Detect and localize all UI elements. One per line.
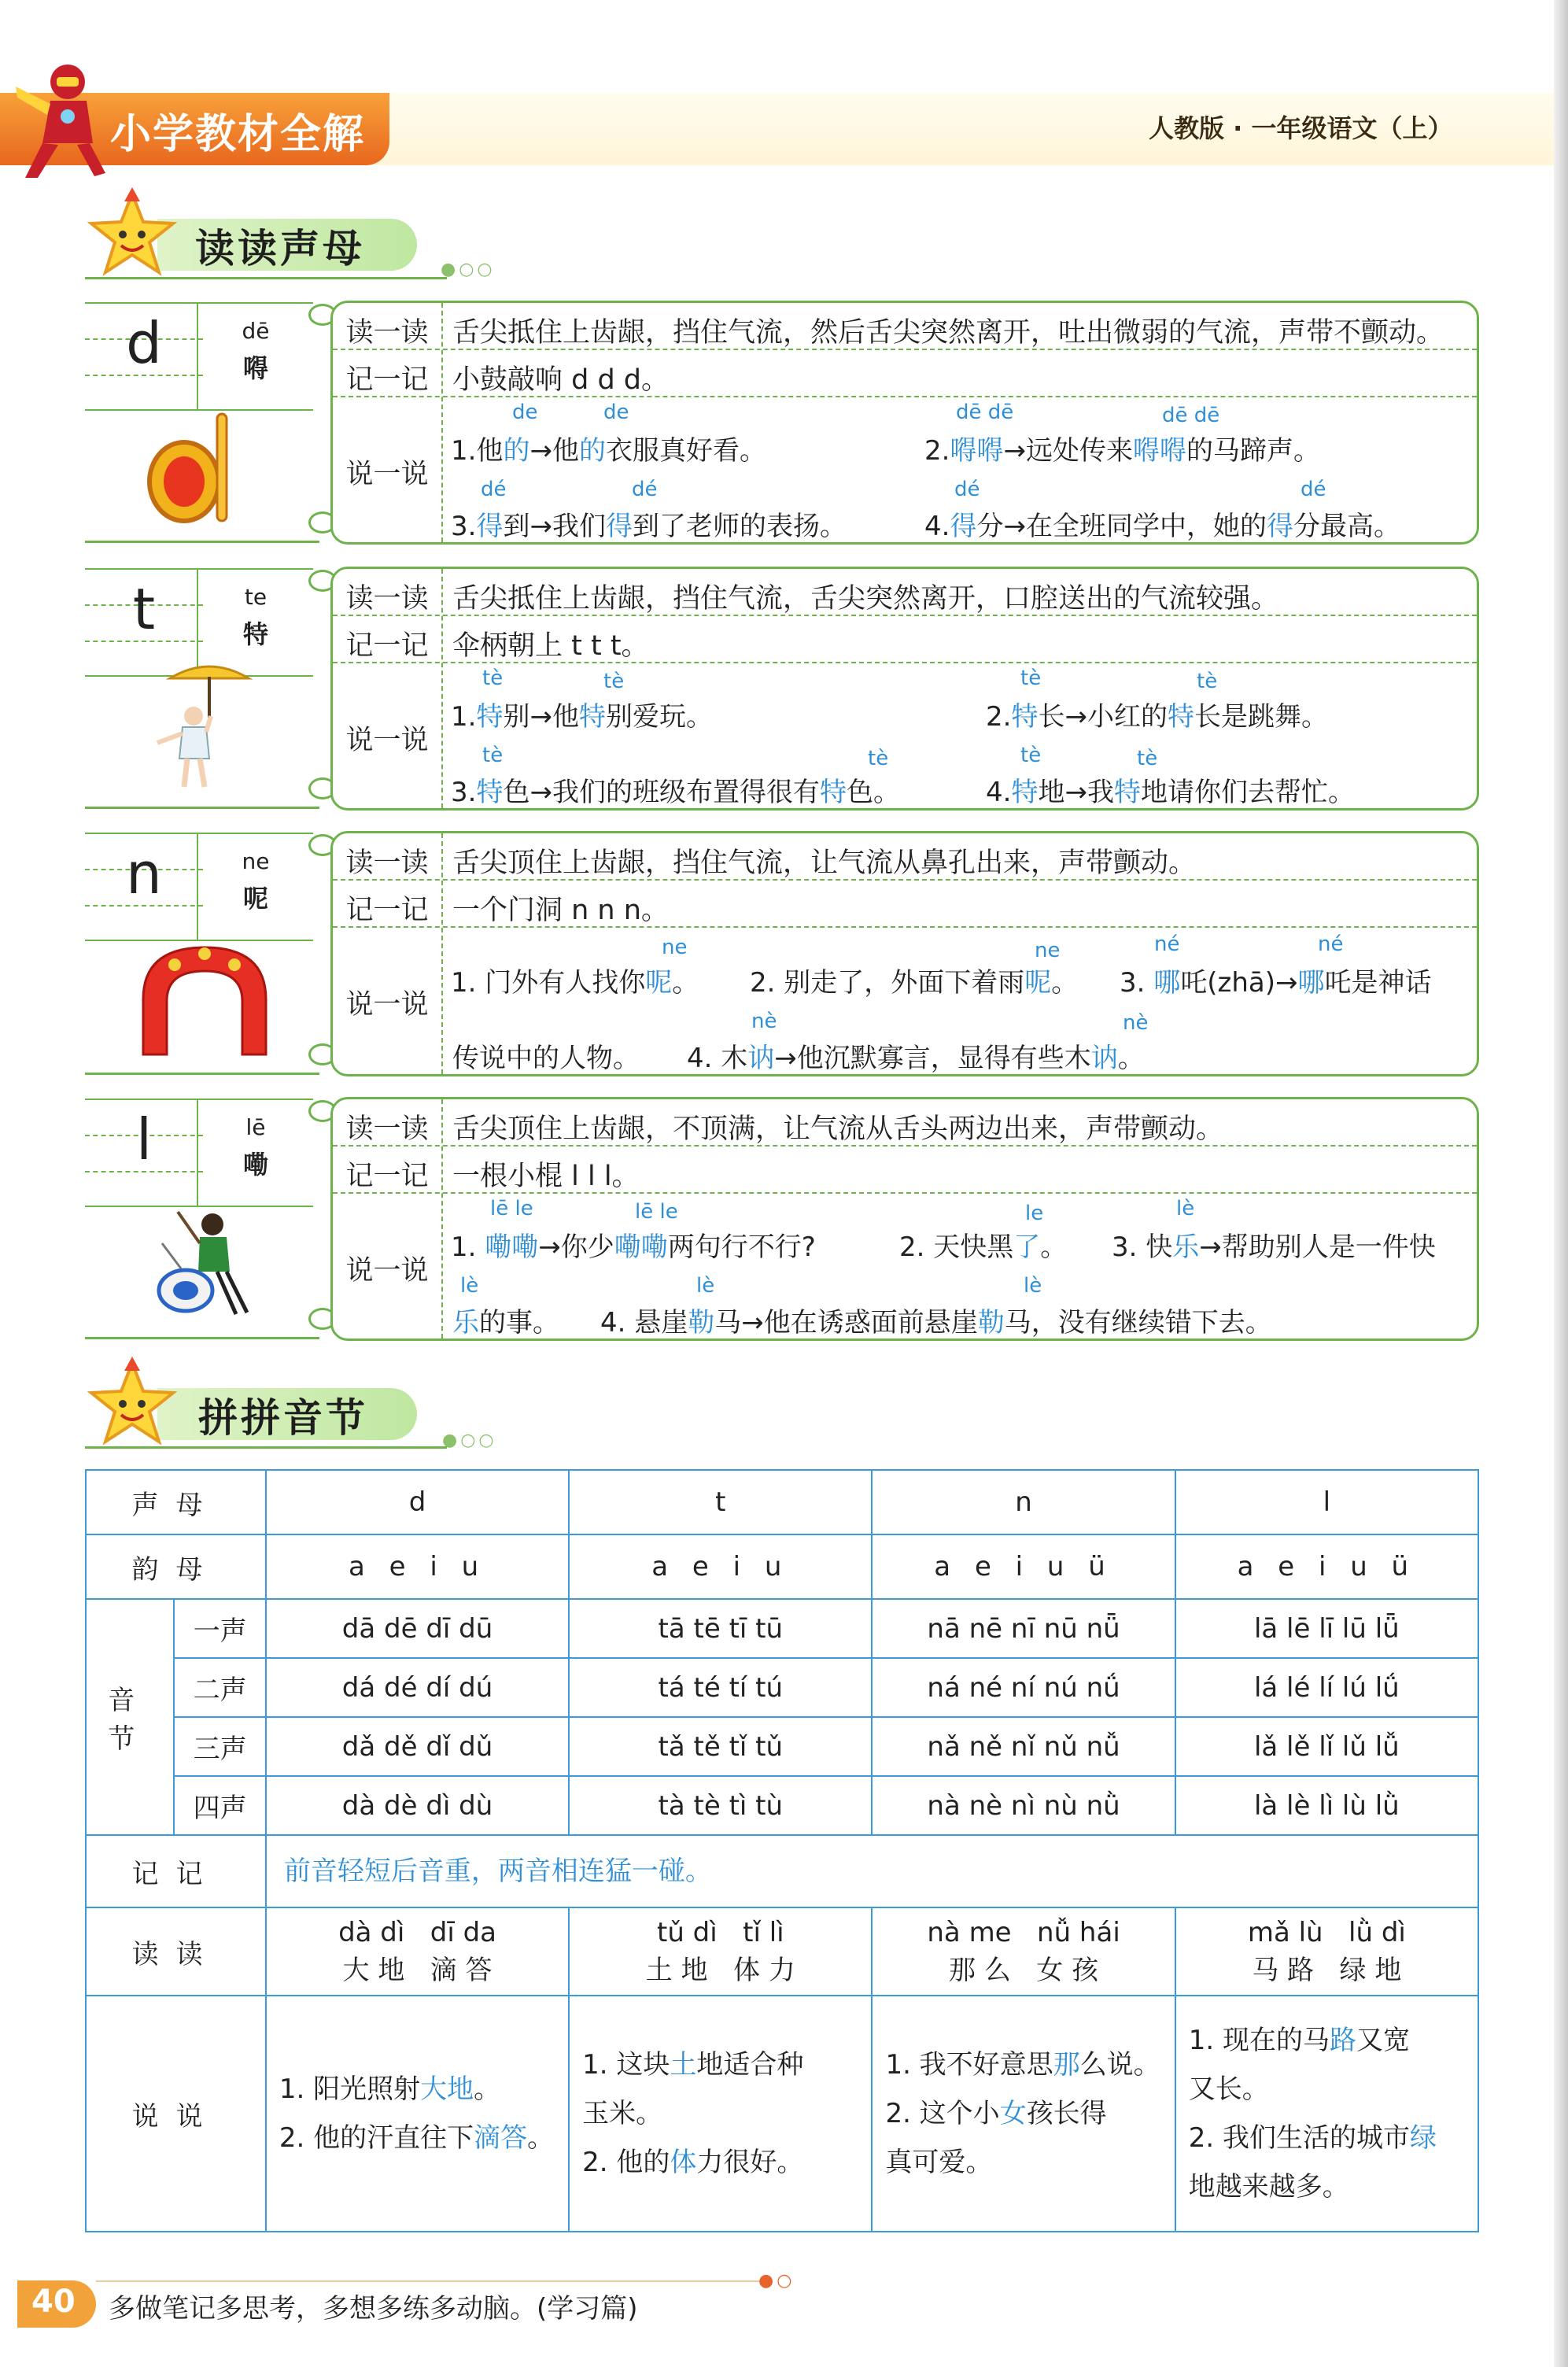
say-cell: 1. 这块土地适合种 玉米。 2. 他的体力很好。 (569, 1996, 872, 2232)
tone-label: 一声 (174, 1599, 266, 1658)
initial-letter-l: l (135, 1106, 152, 1172)
header-say: 说说 (86, 1996, 266, 2232)
read-text: 舌尖抵住上齿龈，挡住气流，舌尖突然离开，口腔送出的气流较强。 (452, 583, 1279, 615)
pinyin-annotation: ne (1035, 939, 1061, 962)
initial-card-n (330, 831, 1479, 1076)
header-syllable: 音节 (86, 1599, 174, 1835)
table-row (86, 1907, 1478, 1996)
read-text: 舌尖顶住上齿龈，不顶满，让气流从舌头两边出来，声带颤动。 (452, 1113, 1224, 1145)
example-sentence: 2. 天快黑了。 (899, 1232, 1068, 1263)
star-mascot-icon (85, 1357, 179, 1451)
header-final: 韵母 (86, 1534, 266, 1599)
say-cell: 1. 现在的马路又宽 又长。 2. 我们生活的城市绿 地越来越多。 (1175, 1996, 1478, 2232)
pinyin-annotation: de (512, 401, 538, 424)
drum-d-icon (142, 409, 252, 527)
table-cell: tà tè tì tù (569, 1776, 872, 1835)
example-sentence: 乐的事。 (452, 1307, 559, 1339)
say-cell: 1. 阳光照射大地。 2. 他的汗直往下滴答。 (266, 1996, 569, 2232)
pinyin-annotation: de (603, 401, 629, 424)
section-title-initials: 读读声母 (195, 226, 365, 271)
pinyin-annotation: tè (603, 670, 625, 693)
four-line-grid-d (85, 302, 203, 411)
pinyin-annotation: tè (1137, 747, 1158, 770)
memo-text: 小鼓敲响 d d d。 (452, 364, 670, 396)
table-cell: ná né ní nú nǘ (872, 1658, 1175, 1717)
pinyin-annotation: tè (1197, 670, 1218, 693)
table-cell: dá dé dí dú (266, 1658, 569, 1717)
initial-letter-t: t (132, 576, 156, 642)
initial-hanzi: 嘚 (242, 353, 268, 383)
table-cell: nà nè nì nù nǜ (872, 1776, 1175, 1835)
example-sentence: 1.特别→他特别爱玩。 (451, 701, 713, 733)
pinyin-annotation: tè (1020, 667, 1042, 690)
pinyin-annotation: tè (868, 747, 889, 770)
initial-pinyin-cell (197, 1099, 313, 1207)
decor-dots: ●○○ (442, 1431, 497, 1450)
table-row (86, 1776, 1478, 1835)
example-sentence: 4. 木讷→他沉默寡言，显得有些木讷。 (687, 1043, 1145, 1074)
read-cell: tǔ dì tǐ lì 土 地 体 力 (569, 1907, 872, 1996)
label-memo: 记一记 (345, 1161, 429, 1192)
table-cell: dǎ dě dǐ dǔ (266, 1717, 569, 1776)
table-cell: tā tē tī tū (569, 1599, 872, 1658)
page-number: 40 (31, 2284, 76, 2320)
example-sentence: 3. 快乐→帮助别人是一件快 (1112, 1232, 1436, 1263)
memo-text: 伞柄朝上 t t t。 (452, 630, 649, 662)
section-title-syllables: 拼拼音节 (198, 1395, 368, 1441)
header-memo: 记记 (86, 1835, 266, 1907)
superhero-mascot-icon (11, 55, 112, 181)
pinyin-annotation: lè (460, 1274, 479, 1298)
pinyin-annotation: ne (662, 936, 688, 959)
initial-pinyin: lē (245, 1114, 266, 1140)
pinyin-annotation: dé (954, 478, 980, 501)
pinyin-annotation: né (1154, 932, 1180, 956)
pinyin-annotation: dé (481, 478, 507, 501)
pinyin-annotation: né (1318, 932, 1344, 956)
initial-card-l (330, 1097, 1479, 1341)
table-cell: dà dè dì dù (266, 1776, 569, 1835)
example-sentence: 1. 嘞嘞→你少嘞嘞两句行不行? (451, 1232, 816, 1263)
table-row (86, 1717, 1478, 1776)
label-memo: 记一记 (345, 630, 429, 662)
memo-rhyme: 前音轻短后音重，两音相连猛一碰。 (266, 1835, 1478, 1907)
label-read: 读一读 (345, 317, 429, 349)
pinyin-annotation: tè (1020, 744, 1042, 767)
table-cell: t (569, 1470, 872, 1534)
table-cell: a e i u ü (872, 1534, 1175, 1599)
initial-pinyin: dē (242, 318, 270, 344)
table-row (86, 1470, 1478, 1534)
label-memo: 记一记 (345, 895, 429, 926)
pinyin-annotation: nè (751, 1010, 777, 1033)
pinyin-annotation: tè (482, 744, 504, 767)
initial-pinyin: ne (242, 848, 270, 874)
edition-label: 人教版 · 一年级语文（上） (1149, 113, 1453, 143)
pinyin-annotation: lè (1176, 1197, 1195, 1220)
example-sentence: 2.特长→小红的特长是跳舞。 (986, 701, 1328, 733)
table-row (86, 1996, 1478, 2232)
initial-pinyin: te (244, 584, 267, 610)
table-cell: lá lé lí lú lǘ (1175, 1658, 1478, 1717)
label-say: 说一说 (345, 1255, 429, 1287)
initial-card-d (330, 301, 1479, 545)
table-cell: d (266, 1470, 569, 1534)
initial-hanzi: 呢 (242, 884, 268, 914)
example-sentence: 4.得分→在全班同学中，她的得分最高。 (924, 511, 1400, 542)
pinyin-annotation: lē le (490, 1197, 533, 1220)
label-say: 说一说 (345, 989, 429, 1021)
tone-label: 四声 (174, 1776, 266, 1835)
pinyin-annotation: tè (482, 667, 504, 690)
pinyin-annotation: nè (1123, 1011, 1149, 1035)
initial-pinyin-cell (197, 302, 313, 411)
example-sentence: 4. 悬崖勒马→他在诱惑面前悬崖勒马，没有继续错下去。 (600, 1307, 1272, 1339)
table-cell: l (1175, 1470, 1478, 1534)
example-sentence: 3. 哪吒(zhā)→哪吒是神话 (1120, 967, 1432, 999)
pinyin-annotation: le (1025, 1202, 1044, 1225)
decor-dots: ●○○ (441, 260, 496, 279)
table-row (86, 1835, 1478, 1907)
example-sentence: 4.特地→我特地请你们去帮忙。 (986, 777, 1355, 808)
initial-letter-d: d (126, 310, 162, 376)
pinyin-annotation: dē dē (956, 401, 1014, 424)
example-sentence: 2.嘚嘚→远处传来嘚嘚的马蹄声。 (924, 435, 1320, 467)
example-sentence: 传说中的人物。 (452, 1043, 640, 1074)
label-read: 读一读 (345, 1113, 429, 1145)
read-text: 舌尖顶住上齿龈，挡住气流，让气流从鼻孔出来，声带颤动。 (452, 847, 1197, 879)
pinyin-annotation: dé (632, 478, 658, 501)
table-cell: là lè lì lù lǜ (1175, 1776, 1478, 1835)
memo-text: 一根小棍 l l l。 (452, 1161, 640, 1192)
initial-letter-n: n (126, 840, 162, 907)
table-cell: nǎ ně nǐ nǔ nǚ (872, 1717, 1175, 1776)
table-cell: a e i u (266, 1534, 569, 1599)
initial-card-t (330, 567, 1479, 811)
label-read: 读一读 (345, 847, 429, 879)
table-cell: a e i u (569, 1534, 872, 1599)
four-line-grid-l (85, 1099, 203, 1207)
example-sentence: 3.得到→我们得到了老师的表扬。 (451, 511, 847, 542)
table-cell: tǎ tě tǐ tǔ (569, 1717, 872, 1776)
label-say: 说一说 (345, 459, 429, 490)
read-cell: dà dì dī da 大 地 滴 答 (266, 1907, 569, 1996)
brand-title: 小学教材全解 (110, 111, 366, 158)
header-read: 读读 (86, 1907, 266, 1996)
table-cell: lā lē lī lū lǖ (1175, 1599, 1478, 1658)
section-underline (85, 1446, 447, 1449)
star-mascot-icon (85, 187, 179, 282)
table-cell: tá té tí tú (569, 1658, 872, 1717)
table-cell: nā nē nī nū nǖ (872, 1599, 1175, 1658)
example-sentence: 2. 别走了，外面下着雨呢。 (750, 967, 1079, 999)
initial-pinyin-cell (197, 833, 313, 941)
section-underline (85, 277, 447, 279)
tone-label: 二声 (174, 1658, 266, 1717)
header-initial: 声母 (86, 1470, 266, 1534)
table-cell: dā dē dī dū (266, 1599, 569, 1658)
footer-motto: 多做笔记多思考，多想多练多动脑。(学习篇) (109, 2293, 638, 2325)
read-cell: mǎ lù lǜ dì 马 路 绿 地 (1175, 1907, 1478, 1996)
memo-text: 一个门洞 n n n。 (452, 895, 669, 926)
table-cell: lǎ lě lǐ lǔ lǚ (1175, 1717, 1478, 1776)
label-say: 说一说 (345, 725, 429, 756)
footer-line (96, 2280, 773, 2282)
four-line-grid-n (85, 833, 203, 941)
drummer-boy-icon (154, 1196, 256, 1322)
say-cell: 1. 我不好意思那么说。 2. 这个小女孩长得 真可爱。 (872, 1996, 1175, 2232)
page-edge-shadow (1554, 0, 1568, 2367)
table-cell: n (872, 1470, 1175, 1534)
syllable-table (85, 1469, 1479, 2232)
label-memo: 记一记 (345, 364, 429, 396)
initial-hanzi: 特 (242, 619, 268, 649)
pinyin-annotation: dé (1301, 478, 1326, 501)
arch-door-icon (134, 936, 275, 1062)
pinyin-annotation: lè (1024, 1274, 1042, 1298)
tone-label: 三声 (174, 1717, 266, 1776)
example-sentence: 1. 门外有人找你呢。 (451, 967, 699, 999)
pinyin-annotation: dē dē (1162, 404, 1220, 427)
decor-dots: ●○ (758, 2271, 795, 2291)
example-sentence: 1.他的→他的衣服真好看。 (451, 435, 766, 467)
table-row (86, 1534, 1478, 1599)
umbrella-girl-icon (146, 661, 256, 795)
read-cell: nà me nǚ hái 那 么 女 孩 (872, 1907, 1175, 1996)
initial-hanzi: 嘞 (242, 1150, 268, 1180)
example-sentence: 3.特色→我们的班级布置得很有特色。 (451, 777, 900, 808)
label-read: 读一读 (345, 583, 429, 615)
pinyin-annotation: lē le (635, 1200, 678, 1224)
read-text: 舌尖抵住上齿龈，挡住气流，然后舌尖突然离开，吐出微弱的气流，声带不颤动。 (452, 317, 1444, 349)
table-row (86, 1658, 1478, 1717)
table-cell: a e i u ü (1175, 1534, 1478, 1599)
pinyin-annotation: lè (696, 1274, 715, 1298)
table-row (86, 1599, 1478, 1658)
